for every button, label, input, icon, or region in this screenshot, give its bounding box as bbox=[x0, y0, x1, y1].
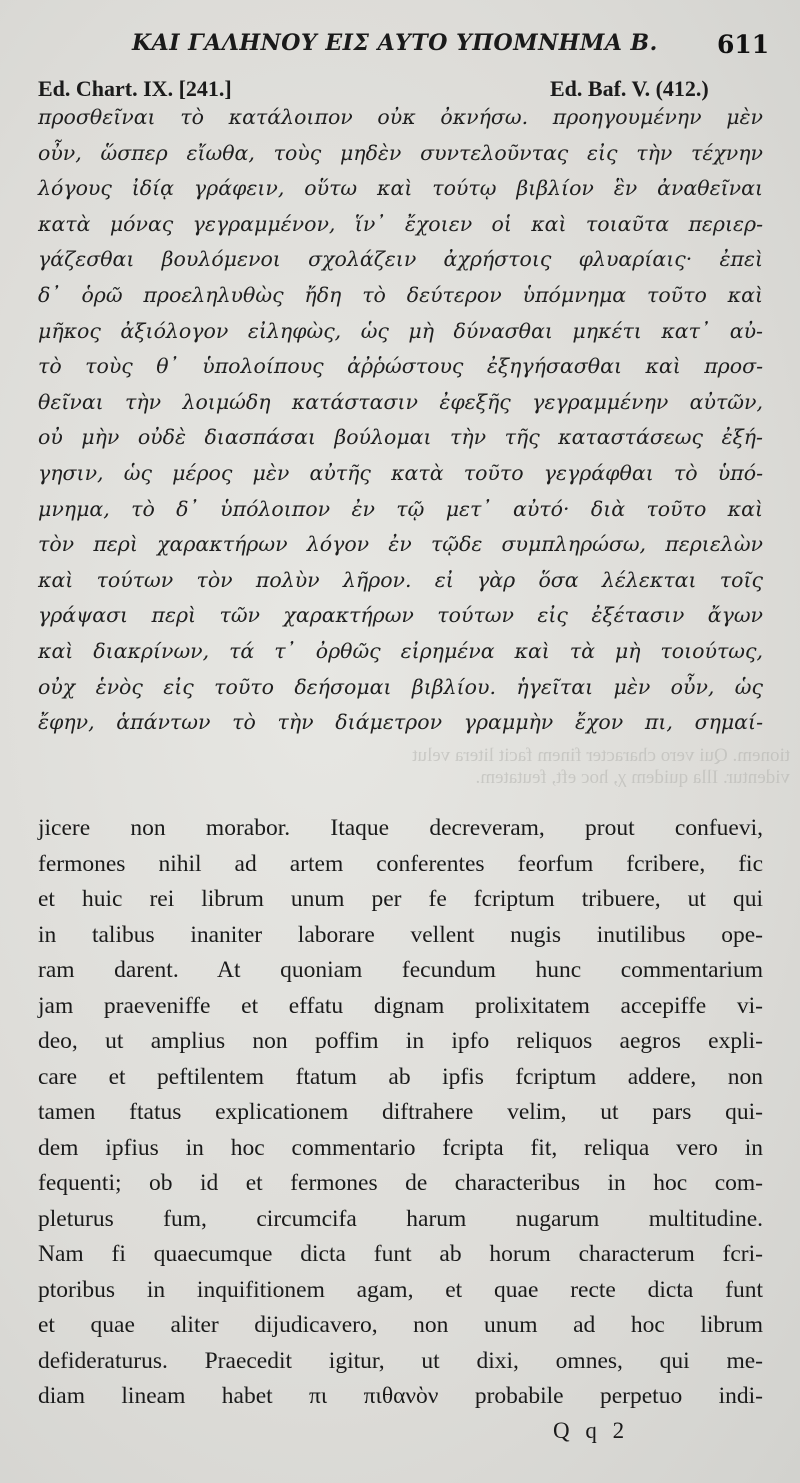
latin-text-line: et huic rei librum unum per fe fcriptum tribuere, ut qui bbox=[38, 886, 763, 912]
greek-text-line: οὐ μὴν οὐδὲ διασπάσαι βούλομαι τὴν τῆς καταστάσεως ἐξή- bbox=[38, 425, 763, 450]
latin-text-line: jicere non morabor. Itaque decreveram, prout confuevi, bbox=[38, 815, 763, 841]
bleed-through-shadow: tionem. Qui vero character finem facit litera velut videntur. Illa quidem χ, hoc eft, feutatem. bbox=[412, 745, 790, 788]
greek-text-line: μῆκος ἀξιόλογον εἰληφὼς, ὡς μὴ δύνασθαι μηκέτι κατ᾽ αὐ- bbox=[38, 318, 763, 343]
greek-text-line: ἔφην, ἁπάντων τὸ τὴν διάμετρον γραμμὴν ἔχον πι, σημαί- bbox=[38, 710, 763, 735]
greek-text-line: καὶ διακρίνων, τά τ᾽ ὀρθῶς εἰρημένα καὶ τὰ μὴ τοιούτως, bbox=[38, 638, 763, 663]
latin-text-line: fequenti; ob id et fermones de characteribus in hoc com- bbox=[38, 1170, 763, 1196]
latin-translation-block bbox=[38, 811, 763, 1415]
latin-text-line: diam lineam habet πι πιθανὸν probabile perpetuo indi- bbox=[38, 1383, 763, 1409]
latin-text-line: dem ipfius in hoc commentario fcripta fit, reliqua vero in bbox=[38, 1134, 763, 1161]
greek-text-line: γάζεσθαι βουλόμενοι σχολάζειν ἀχρήστοις φλυαρίαις· ἐπεὶ bbox=[38, 247, 763, 272]
running-title: ΚΑΙ ΓΑΛΗΝΟΥ ΕΙΣ ΑΥΤΟ ΥΠΟΜΝΗΜΑ Β. bbox=[132, 30, 658, 56]
latin-text-line: et quae aliter dijudicavero, non unum ad hoc librum bbox=[38, 1312, 763, 1338]
greek-text-line: κατὰ μόνας γεγραμμένον, ἵν᾽ ἔχοιεν οἱ καὶ τοιαῦτα περιερ- bbox=[38, 211, 763, 236]
greek-text-line: τὸ τοὺς θ᾽ ὑπολοίπους ἀῤῥώστους ἐξηγήσασθαι καὶ προσ- bbox=[38, 354, 763, 379]
greek-text-line: οὖν, ὥσπερ εἴωθα, τοὺς μηδὲν συντελοῦντας εἰς τὴν τέχνην bbox=[38, 140, 763, 165]
edition-reference-left: Ed. Chart. IX. [241.] bbox=[38, 76, 232, 101]
greek-text-line: γράψασι περὶ τῶν χαρακτήρων τούτων εἰς ἐξέτασιν ἄγων bbox=[38, 603, 763, 628]
latin-text-line: care et peftilentem ftatum ab ipfis fcriptum addere, non bbox=[38, 1063, 763, 1090]
greek-text-block bbox=[38, 100, 763, 741]
edition-reference-right: Ed. Baf. V. (412.) bbox=[550, 76, 709, 101]
greek-text-line: προσθεῖναι τὸ κατάλοιπον οὐκ ὀκνήσω. προηγουμένην μὲν bbox=[38, 105, 763, 129]
greek-text-line: καὶ τούτων τὸν πολὺν λῆρον. εἰ γὰρ ὅσα λέλεκται τοῖς bbox=[38, 567, 763, 592]
greek-text-line: μνημα, τὸ δ᾽ ὑπόλοιπον ἐν τῷ μετ᾽ αὐτό· διὰ τοῦτο καὶ bbox=[38, 496, 763, 521]
signature-mark: Q q 2 bbox=[553, 1418, 630, 1443]
greek-text-line: γησιν, ὡς μέρος μὲν αὐτῆς κατὰ τοῦτο γεγράφθαι τὸ ὑπό- bbox=[38, 460, 763, 485]
latin-text-line: tamen ftatus explicationem diftrahere velim, ut pars qui- bbox=[38, 1099, 763, 1125]
latin-text-line: defideraturus. Praecedit igitur, ut dixi, omnes, qui me- bbox=[38, 1347, 763, 1374]
latin-text-line: ram darent. At quoniam fecundum hunc commentarium bbox=[38, 957, 763, 983]
latin-text-line: deo, ut amplius non poffim in ipfo reliquos aegros expli- bbox=[38, 1028, 763, 1054]
page-number: 611 bbox=[717, 30, 770, 59]
greek-text-line: θεῖναι τὴν λοιμώδη κατάστασιν ἐφεξῆς γεγραμμένην αὐτῶν, bbox=[38, 389, 763, 414]
greek-text-line: δ᾽ ὁρῶ προεληλυθὼς ἤδη τὸ δεύτερον ὑπόμνημα τοῦτο καὶ bbox=[38, 282, 763, 307]
latin-text-line: Nam fi quaecumque dicta funt ab horum characterum fcri- bbox=[38, 1241, 763, 1267]
greek-text-line: οὐχ ἑνὸς εἰς τοῦτο δεήσομαι βιβλίου. ἡγεῖται μὲν οὖν, ὡς bbox=[38, 674, 763, 699]
latin-text-line: jam praeveniffe et effatu dignam prolixitatem accepiffe vi- bbox=[38, 992, 763, 1019]
latin-text-line: in talibus inaniter laborare vellent nugis inutilibus ope- bbox=[38, 921, 763, 948]
latin-text-line: pleturus fum, circumcifa harum nugarum multitudine. bbox=[38, 1205, 763, 1232]
greek-text-line: τὸν περὶ χαρακτήρων λόγον ἐν τῷδε συμπληρώσω, περιελὼν bbox=[38, 532, 763, 557]
latin-text-line: fermones nihil ad artem conferentes feorfum fcribere, fic bbox=[38, 850, 763, 877]
greek-text-line: λόγους ἰδίᾳ γράφειν, οὕτω καὶ τούτῳ βιβλίον ἓν ἀναθεῖναι bbox=[38, 176, 763, 201]
latin-text-line: ptoribus in inquifitionem agam, et quae recte dicta funt bbox=[38, 1276, 763, 1303]
